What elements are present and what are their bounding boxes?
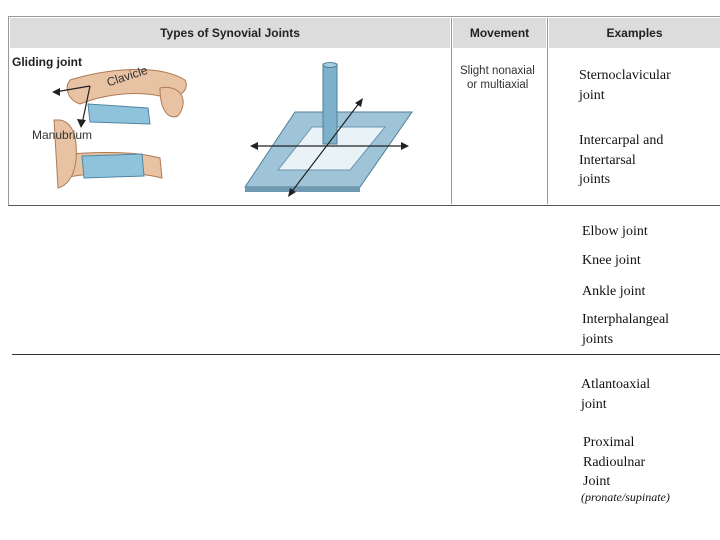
example-knee: Knee joint xyxy=(582,253,641,268)
gliding-joint-title: Gliding joint xyxy=(12,55,82,69)
example-interphalangeal: Interphalangeal joints xyxy=(582,312,670,347)
example-elbow: Elbow joint xyxy=(582,224,648,239)
column-divider xyxy=(547,18,548,204)
movement-text: Slight nonaxial or multiaxial xyxy=(460,65,535,91)
example-atlantoaxial: Atlantoaxial joint xyxy=(581,377,651,412)
header-types: Types of Synovial Joints xyxy=(10,18,450,48)
manubrium-label: Manubrium xyxy=(32,128,93,142)
example-sternoclavicular: Sternoclavicular joint xyxy=(579,68,671,103)
pronate-supinate-note: (pronate/supinate) xyxy=(581,490,670,504)
example-ankle: Ankle joint xyxy=(582,284,646,299)
row-divider xyxy=(12,354,720,355)
column-divider xyxy=(451,18,452,204)
gliding-plane-diagram xyxy=(240,62,420,202)
clavicle-label: Clavicle xyxy=(105,63,150,90)
example-proximal-radioulnar: Proximal Radioulnar Joint xyxy=(583,435,646,489)
example-intercarpal: Intercarpal and Intertarsal joints xyxy=(579,133,664,187)
header-movement: Movement xyxy=(453,18,546,48)
header-examples: Examples xyxy=(549,18,720,48)
